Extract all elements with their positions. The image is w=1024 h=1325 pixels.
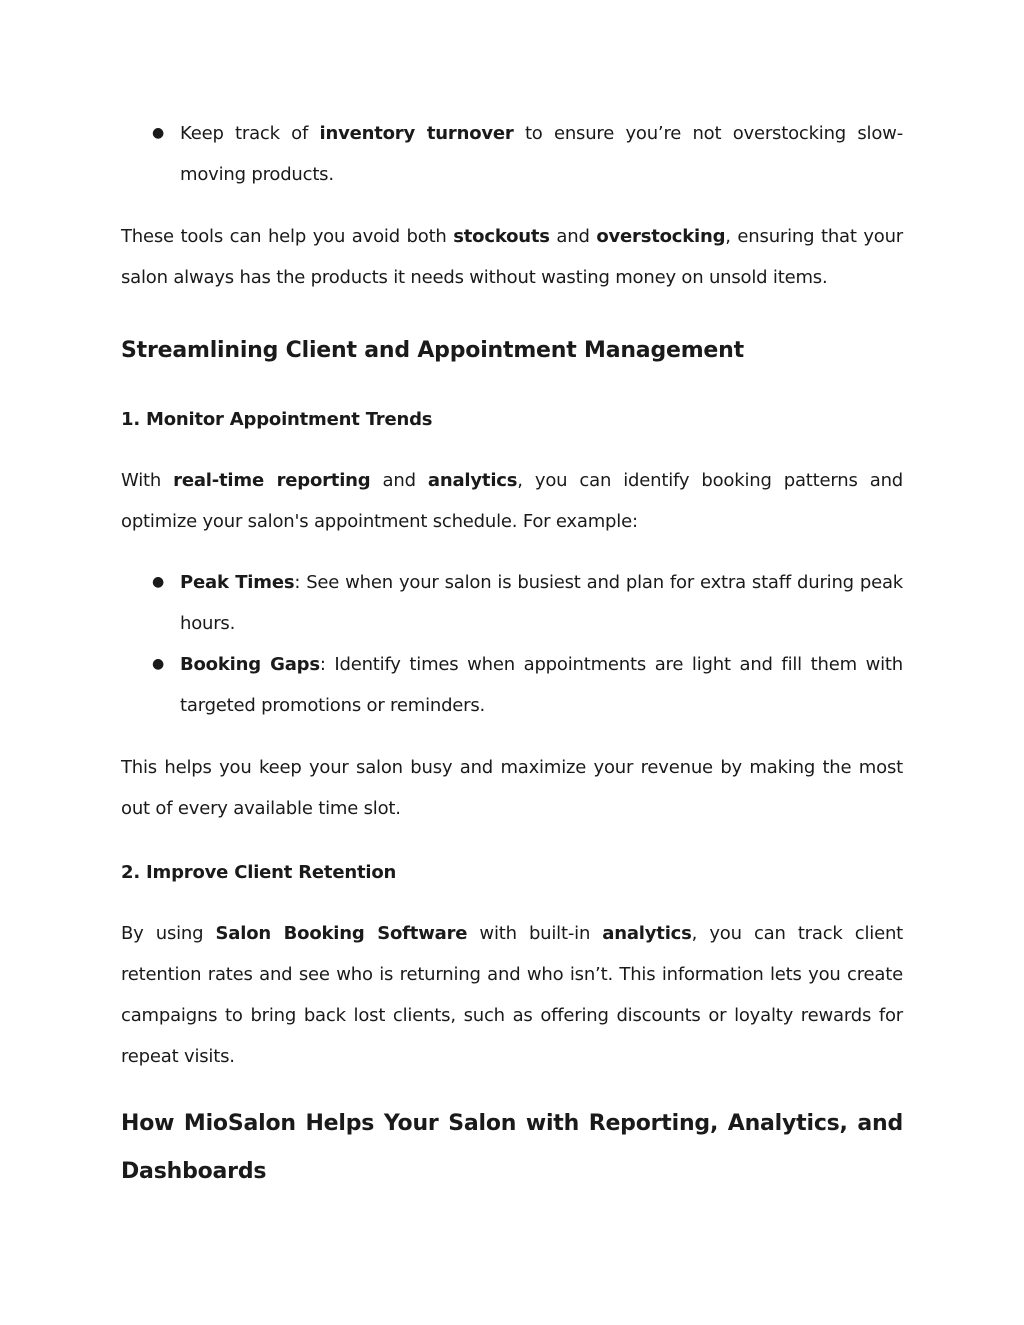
bullet-emphasis: Peak Times xyxy=(180,572,295,593)
busy-paragraph: This helps you keep your salon busy and maximize your revenue by making the most out of every available time slot. xyxy=(121,757,903,819)
list-item xyxy=(121,644,903,726)
paragraph-text: with built-in xyxy=(467,923,603,944)
list-item xyxy=(121,113,903,195)
paragraph-text: , you can identify booking patterns and optimize your salon's appointment schedule. For example: xyxy=(121,470,904,532)
bullet-text: to ensure you’re not overstocking slow-moving products. xyxy=(180,123,903,185)
list-item xyxy=(121,562,903,644)
paragraph-text: and xyxy=(370,470,428,491)
bullet-dot: ● xyxy=(152,656,165,672)
paragraph-text: These tools can help you avoid both xyxy=(121,226,454,247)
bullet-emphasis: Booking Gaps xyxy=(180,654,320,675)
monitor-bullet-list xyxy=(121,562,903,726)
bullet-text: Keep track of xyxy=(180,123,320,144)
monitor-paragraph xyxy=(121,460,903,542)
tools-paragraph xyxy=(121,216,903,298)
subheading-monitor-trends: 1. Monitor Appointment Trends xyxy=(121,409,433,430)
bullet-text: : Identify times when appointments are light and fill them with targeted promotions or reminders. xyxy=(180,654,903,716)
bullet-emphasis: inventory turnover xyxy=(319,123,514,144)
paragraph-text: , ensuring that your salon always has the products it needs without wasting money on unsold items. xyxy=(121,226,904,288)
subheading-client-retention: 2. Improve Client Retention xyxy=(121,862,397,883)
bullet-dot: ● xyxy=(152,125,165,141)
paragraph-text: , you can track client retention rates and see who is returning and who isn’t. This information lets you create campaigns to bring back lost clients, such as offering discounts or loyalty rewards for repeat visits. xyxy=(121,923,904,1067)
paragraph-emphasis: Salon Booking Software xyxy=(215,923,468,944)
inventory-bullet-list xyxy=(121,113,903,195)
retention-paragraph xyxy=(121,913,903,1077)
bullet-dot: ● xyxy=(152,574,165,590)
paragraph-text: With xyxy=(121,470,174,491)
paragraph-text: and xyxy=(549,226,597,247)
paragraph-text: By using xyxy=(121,923,216,944)
paragraph-emphasis: analytics xyxy=(427,470,518,491)
paragraph-emphasis: stockouts xyxy=(453,226,550,247)
section-heading-client-management: Streamlining Client and Appointment Management xyxy=(121,338,744,363)
paragraph-emphasis: analytics xyxy=(602,923,692,944)
paragraph-emphasis: real-time reporting xyxy=(173,470,371,491)
paragraph-emphasis: overstocking xyxy=(596,226,726,247)
section-heading-miosalon: How MioSalon Helps Your Salon with Reporting, Analytics, and Dashboards xyxy=(121,1111,903,1184)
bullet-text: : See when your salon is busiest and plan for extra staff during peak hours. xyxy=(180,572,904,634)
